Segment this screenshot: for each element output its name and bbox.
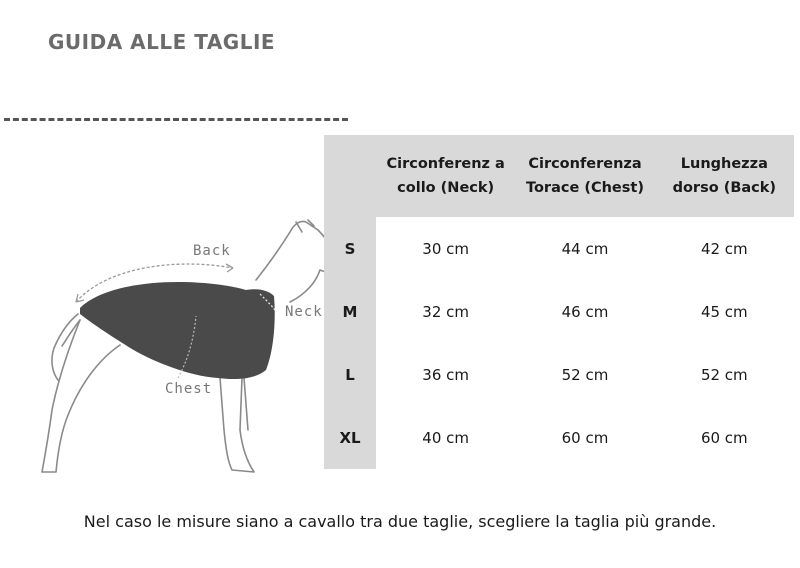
- neck-label: Neck: [285, 304, 323, 320]
- neck-value: 40 cm: [422, 428, 470, 447]
- chest-value: 52 cm: [561, 365, 609, 384]
- back-value: 52 cm: [700, 365, 748, 384]
- header-neck: Circonferenz a collo (Neck): [376, 135, 515, 217]
- neck-value: 36 cm: [422, 365, 470, 384]
- chest-value: 44 cm: [561, 239, 609, 258]
- table-corner: [324, 135, 376, 217]
- back-value: 45 cm: [700, 302, 748, 321]
- back-value: 60 cm: [700, 428, 748, 447]
- header-chest: Circonferenza Torace (Chest): [515, 135, 654, 217]
- chest-label: Chest: [165, 381, 213, 397]
- chest-value: 46 cm: [561, 302, 609, 321]
- neck-value: 32 cm: [422, 302, 470, 321]
- header-back: Lunghezza dorso (Back): [655, 135, 794, 217]
- size-table: [324, 135, 794, 469]
- dog-coat-shape: [80, 282, 275, 379]
- size-label: XL: [324, 406, 376, 469]
- size-label: S: [324, 217, 376, 280]
- size-label: M: [324, 280, 376, 343]
- dashed-divider: [4, 118, 348, 121]
- size-label: L: [324, 343, 376, 406]
- page-title: GUIDA ALLE TAGLIE: [48, 30, 276, 54]
- neck-value: 30 cm: [422, 239, 470, 258]
- back-label: Back: [193, 243, 231, 259]
- size-note: Nel caso le misure siano a cavallo tra due taglie, scegliere la taglia più grande.: [83, 512, 717, 531]
- back-value: 42 cm: [700, 239, 748, 258]
- chest-value: 60 cm: [561, 428, 609, 447]
